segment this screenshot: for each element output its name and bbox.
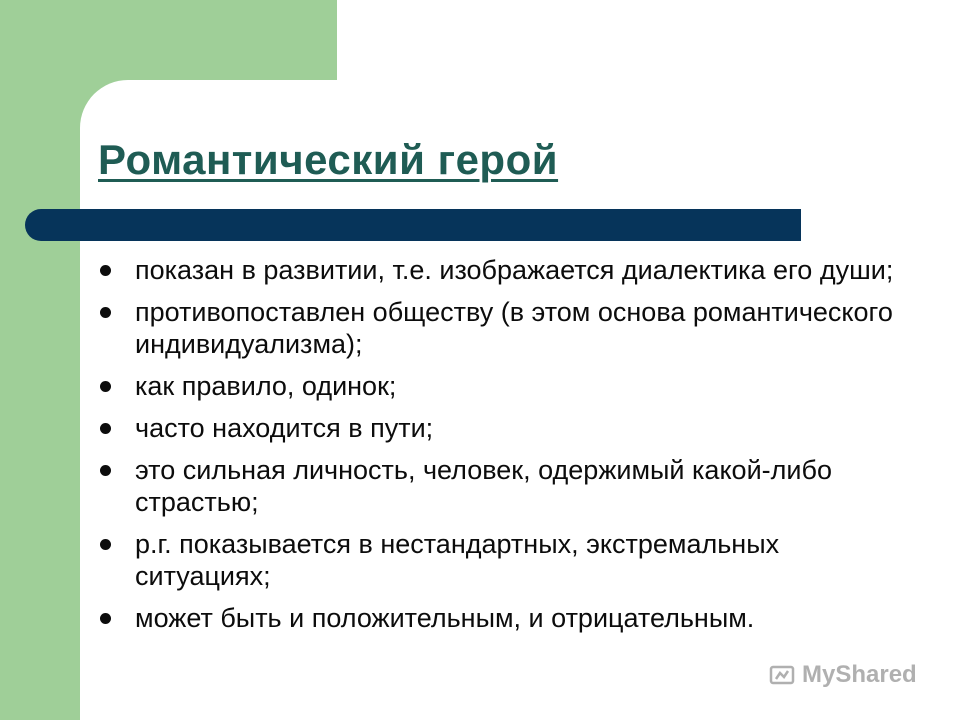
bullet-dot — [100, 465, 111, 476]
bullet-dot — [100, 613, 111, 624]
bullet-dot — [100, 265, 111, 276]
list-item — [100, 254, 900, 286]
title-divider-bar — [25, 209, 801, 241]
bullet-dot — [100, 381, 111, 392]
list-item — [100, 454, 900, 518]
slide-title: Романтический герой — [98, 136, 559, 183]
bullet-dot — [100, 307, 111, 318]
list-item — [100, 412, 900, 444]
left-green-strip — [0, 80, 80, 720]
bullet-text: как правило, одинок; — [135, 371, 397, 401]
list-item — [100, 296, 900, 360]
bullet-dot — [100, 539, 111, 550]
list-item — [100, 370, 900, 402]
watermark[interactable] — [768, 658, 917, 692]
bullet-text: показан в развитии, т.е. изображается диалектика его души; — [135, 255, 894, 285]
bullet-text: противопоставлен обществу (в этом основа романтического индивидуализма); — [135, 297, 893, 359]
bullet-text: часто находится в пути; — [135, 413, 434, 443]
bullet-text: р.г. показывается в нестандартных, экстремальных ситуациях; — [135, 529, 780, 591]
list-item — [100, 602, 900, 634]
bullet-text: это сильная личность, человек, одержимый какой-либо страстью; — [135, 455, 832, 517]
list-item — [100, 528, 900, 592]
bullet-text: может быть и положительным, и отрицательным. — [135, 603, 755, 633]
watermark-text: MyShared — [802, 661, 917, 688]
bullet-dot — [100, 423, 111, 434]
bullet-list — [100, 254, 900, 644]
myshared-logo-icon — [768, 661, 796, 689]
